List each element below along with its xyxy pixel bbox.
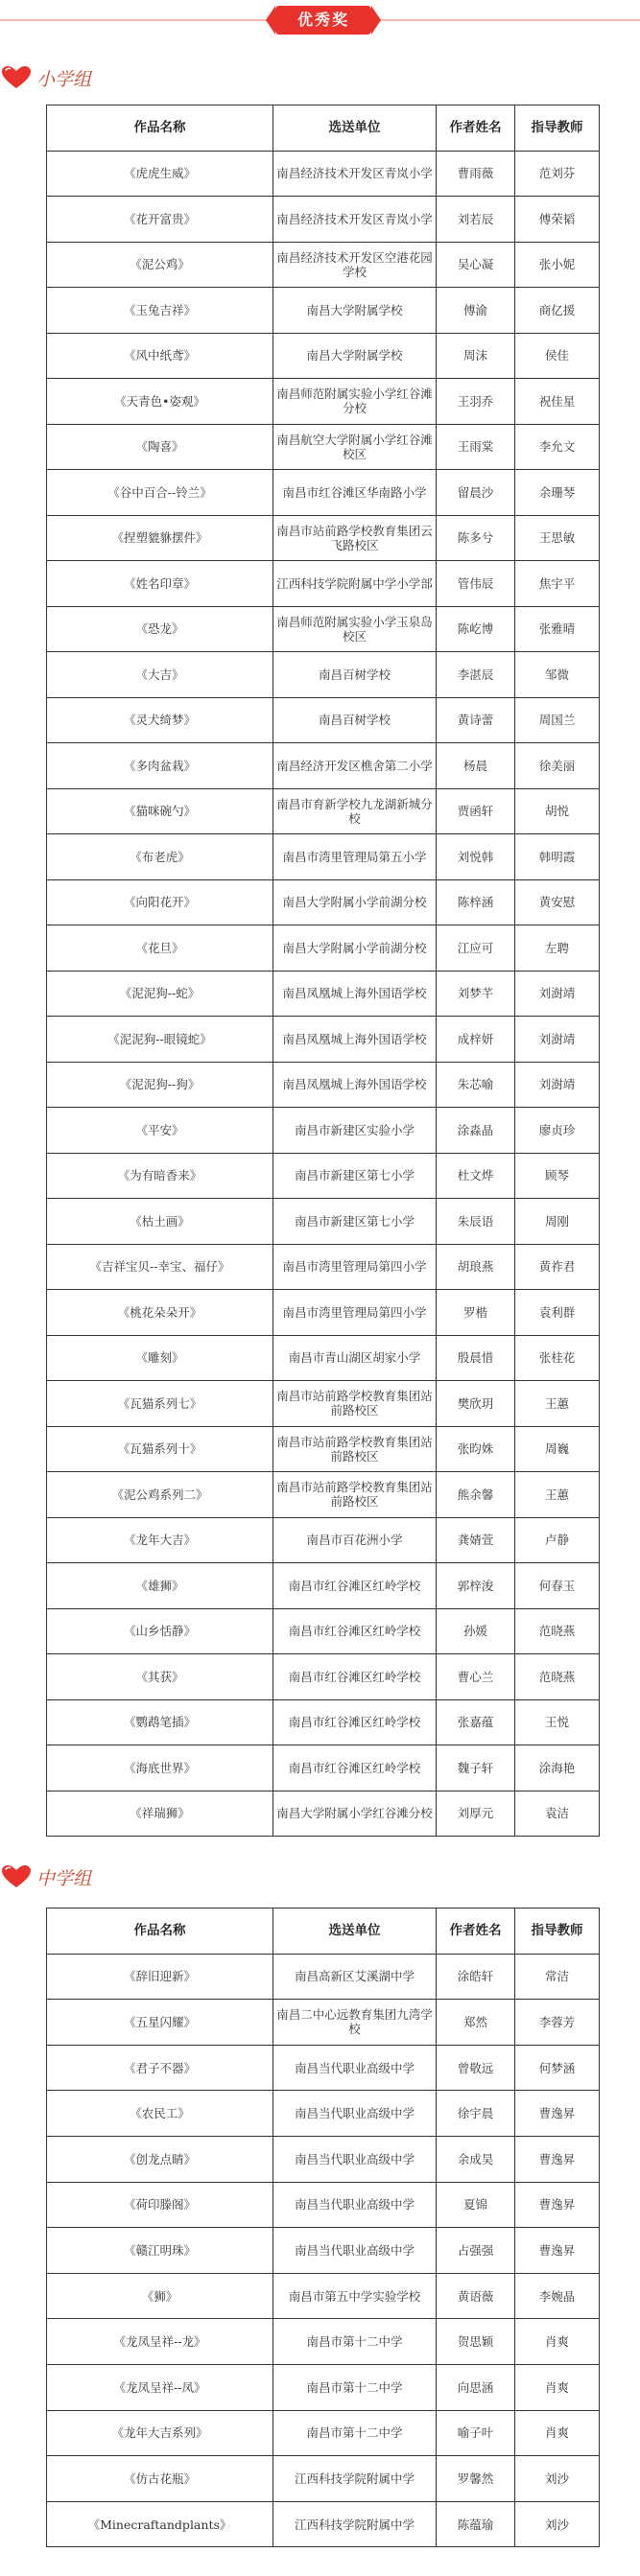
cell-author: 刘若辰 [437, 197, 515, 243]
cell-author: 贺思颖 [437, 2319, 515, 2365]
cell-teacher: 商亿援 [515, 288, 600, 334]
cell-school: 南昌大学附属小学前湖分校 [273, 879, 437, 925]
cell-teacher: 刘澍靖 [515, 1017, 600, 1063]
cell-author: 贾函轩 [437, 788, 515, 834]
cell-work-name: 《雄狮》 [47, 1563, 273, 1609]
cell-author: 徐宇晨 [437, 2091, 515, 2137]
cell-teacher: 傅荣韬 [515, 197, 600, 243]
header-author: 作者姓名 [437, 1909, 515, 1955]
middle-section-title: 中学组 [36, 1867, 92, 1889]
table-row [47, 1062, 600, 1108]
cell-school: 南昌师范附属实验小学红谷滩分校 [273, 379, 437, 425]
cell-teacher: 肖爽 [515, 2410, 600, 2456]
award-title: 优秀奖 [275, 6, 371, 35]
cell-work-name: 《桃花朵朵开》 [47, 1290, 273, 1336]
table-row [47, 333, 600, 379]
cell-school: 南昌市百花洲小学 [273, 1517, 437, 1563]
cell-author: 樊欣玥 [437, 1381, 515, 1427]
cell-author: 涂淼晶 [437, 1108, 515, 1154]
cell-work-name: 《山乡恬静》 [47, 1608, 273, 1654]
cell-school: 南昌市站前路学校教育集团站前路校区 [273, 1381, 437, 1427]
header-author: 作者姓名 [437, 105, 515, 152]
cell-author: 喻子叶 [437, 2410, 515, 2456]
cell-work-name: 《风中纸鸢》 [47, 333, 273, 379]
table-row [47, 1517, 600, 1563]
table-row [47, 2182, 600, 2228]
cell-school: 南昌航空大学附属小学红谷滩校区 [273, 424, 437, 470]
table-header-row [47, 1909, 600, 1955]
cell-teacher: 李婉晶 [515, 2273, 600, 2319]
cell-work-name: 《农民工》 [47, 2091, 273, 2137]
cell-author: 曹心兰 [437, 1654, 515, 1700]
table-row [47, 2136, 600, 2182]
table-row [47, 2319, 600, 2365]
heart-icon [0, 1863, 33, 1890]
cell-work-name: 《虎虎生威》 [47, 151, 273, 197]
cell-school: 南昌高新区艾溪湖中学 [273, 1954, 437, 2000]
header-work-name: 作品名称 [47, 105, 273, 152]
cell-teacher: 范晓燕 [515, 1654, 600, 1700]
table-row [47, 2000, 600, 2046]
cell-school: 南昌经济技术开发区青岚小学 [273, 197, 437, 243]
table-row [47, 151, 600, 197]
cell-author: 曹雨薇 [437, 151, 515, 197]
table-row [47, 697, 600, 743]
cell-teacher: 侯佳 [515, 333, 600, 379]
table-row [47, 379, 600, 425]
cell-work-name: 《龙凤呈祥--凤》 [47, 2364, 273, 2410]
cell-teacher: 何春玉 [515, 1563, 600, 1609]
cell-author: 黄语薇 [437, 2273, 515, 2319]
cell-school: 南昌师范附属实验小学玉泉岛校区 [273, 606, 437, 652]
cell-teacher: 刘澍靖 [515, 1062, 600, 1108]
cell-author: 周沫 [437, 333, 515, 379]
cell-work-name: 《姓名印章》 [47, 561, 273, 607]
cell-author: 留晨沙 [437, 470, 515, 516]
table-row [47, 1335, 600, 1381]
cell-teacher: 袁洁 [515, 1791, 600, 1837]
cell-school: 南昌大学附属学校 [273, 333, 437, 379]
cell-work-name: 《仿古花瓶》 [47, 2456, 273, 2502]
table-row [47, 515, 600, 561]
cell-work-name: 《五星闪耀》 [47, 2000, 273, 2046]
cell-teacher: 周刚 [515, 1199, 600, 1245]
cell-teacher: 何梦涵 [515, 2045, 600, 2091]
cell-author: 魏子轩 [437, 1745, 515, 1791]
table-row [47, 2228, 600, 2274]
cell-author: 杨晨 [437, 743, 515, 789]
cell-author: 孙媛 [437, 1608, 515, 1654]
cell-author: 刘悦韩 [437, 834, 515, 880]
cell-teacher: 焦宇平 [515, 561, 600, 607]
cell-teacher: 曹逸昇 [515, 2228, 600, 2274]
table-row [47, 1608, 600, 1654]
cell-work-name: 《捏塑貔貅摆件》 [47, 515, 273, 561]
cell-author: 陈梓涵 [437, 879, 515, 925]
table-row [47, 1426, 600, 1472]
table-row [47, 1472, 600, 1518]
table-row [47, 1153, 600, 1199]
table-row [47, 1745, 600, 1791]
cell-teacher: 王悦 [515, 1699, 600, 1745]
table-header-row [47, 105, 600, 152]
cell-teacher: 周国兰 [515, 697, 600, 743]
table-row [47, 197, 600, 243]
cell-school: 南昌大学附属学校 [273, 288, 437, 334]
cell-work-name: 《恐龙》 [47, 606, 273, 652]
table-row [47, 879, 600, 925]
cell-author: 朱辰语 [437, 1199, 515, 1245]
cell-work-name: 《陶喜》 [47, 424, 273, 470]
table-row [47, 2045, 600, 2091]
cell-teacher: 曹逸昇 [515, 2182, 600, 2228]
cell-school: 南昌市第十二中学 [273, 2364, 437, 2410]
cell-teacher: 左聘 [515, 925, 600, 972]
cell-teacher: 邹微 [515, 652, 600, 698]
cell-work-name: 《为有暗香来》 [47, 1153, 273, 1199]
cell-author: 殷晨惜 [437, 1335, 515, 1381]
cell-school: 南昌市第十二中学 [273, 2410, 437, 2456]
cell-teacher: 张小妮 [515, 242, 600, 288]
cell-teacher: 肖爽 [515, 2364, 600, 2410]
cell-school: 南昌市红谷滩区红岭学校 [273, 1654, 437, 1700]
cell-author: 罗馨然 [437, 2456, 515, 2502]
cell-work-name: 《谷中百合--铃兰》 [47, 470, 273, 516]
cell-author: 余成昊 [437, 2136, 515, 2182]
table-row [47, 1699, 600, 1745]
table-row [47, 2091, 600, 2137]
cell-school: 南昌经济技术开发区青岚小学 [273, 151, 437, 197]
table-row [47, 1563, 600, 1609]
table-row [47, 1108, 600, 1154]
cell-school: 南昌市湾里管理局第四小学 [273, 1290, 437, 1336]
table-row [47, 1654, 600, 1700]
cell-work-name: 《赣江明珠》 [47, 2228, 273, 2274]
cell-work-name: 《荷印滕阁》 [47, 2182, 273, 2228]
cell-work-name: 《鹦鹉笔插》 [47, 1699, 273, 1745]
cell-school: 南昌市湾里管理局第五小学 [273, 834, 437, 880]
table-row [47, 470, 600, 516]
middle-table-body [47, 1954, 600, 2547]
cell-school: 南昌市第五中学实验学校 [273, 2273, 437, 2319]
heart-icon [0, 64, 33, 91]
cell-author: 朱芯喻 [437, 1062, 515, 1108]
table-row [47, 652, 600, 698]
header-work-name: 作品名称 [47, 1909, 273, 1955]
cell-school: 南昌凤凰城上海外国语学校 [273, 1062, 437, 1108]
table-row [47, 1244, 600, 1290]
cell-work-name: 《吉祥宝贝--幸宝、福仔》 [47, 1244, 273, 1290]
cell-school: 南昌凤凰城上海外国语学校 [273, 971, 437, 1017]
cell-author: 王雨棠 [437, 424, 515, 470]
cell-school: 南昌当代职业高级中学 [273, 2136, 437, 2182]
table-row [47, 1954, 600, 2000]
cell-teacher: 张雅晴 [515, 606, 600, 652]
cell-school: 江西科技学院附属中学 [273, 2456, 437, 2502]
cell-author: 郑然 [437, 2000, 515, 2046]
cell-author: 涂皓轩 [437, 1954, 515, 2000]
middle-section-header [0, 1862, 91, 1891]
table-row [47, 925, 600, 972]
cell-school: 南昌市站前路学校教育集团站前路校区 [273, 1426, 437, 1472]
table-row [47, 1199, 600, 1245]
table-row [47, 606, 600, 652]
cell-school: 南昌市湾里管理局第四小学 [273, 1244, 437, 1290]
cell-teacher: 张桂花 [515, 1335, 600, 1381]
cell-author: 占强强 [437, 2228, 515, 2274]
cell-author: 向思涵 [437, 2364, 515, 2410]
table-row [47, 1381, 600, 1427]
cell-work-name: 《泥泥狗--狗》 [47, 1062, 273, 1108]
header-school: 选送单位 [273, 1909, 437, 1955]
cell-author: 龚婧萱 [437, 1517, 515, 1563]
cell-teacher: 涂海艳 [515, 1745, 600, 1791]
cell-work-name: 《祥瑞狮》 [47, 1791, 273, 1837]
cell-teacher: 李蓉芳 [515, 2000, 600, 2046]
table-row [47, 2501, 600, 2547]
table-row [47, 1791, 600, 1837]
cell-work-name: 《龙年大吉系列》 [47, 2410, 273, 2456]
cell-work-name: 《狮》 [47, 2273, 273, 2319]
cell-work-name: 《花旦》 [47, 925, 273, 972]
cell-school: 南昌经济开发区樵舍第二小学 [273, 743, 437, 789]
cell-work-name: 《龙年大吉》 [47, 1517, 273, 1563]
cell-teacher: 范晓燕 [515, 1608, 600, 1654]
table-row [47, 288, 600, 334]
cell-work-name: 《玉兔吉祥》 [47, 288, 273, 334]
primary-section-title: 小学组 [36, 68, 92, 90]
cell-work-name: 《Minecraftandplants》 [47, 2501, 273, 2547]
cell-school: 南昌凤凰城上海外国语学校 [273, 1017, 437, 1063]
table-row [47, 971, 600, 1017]
cell-author: 郭梓浚 [437, 1563, 515, 1609]
table-row [47, 2456, 600, 2502]
cell-work-name: 《创龙点睛》 [47, 2136, 273, 2182]
cell-teacher: 肖爽 [515, 2319, 600, 2365]
cell-school: 南昌市红谷滩区红岭学校 [273, 1563, 437, 1609]
cell-work-name: 《海底世界》 [47, 1745, 273, 1791]
cell-author: 王羽乔 [437, 379, 515, 425]
cell-school: 南昌市青山湖区胡家小学 [273, 1335, 437, 1381]
table-row [47, 788, 600, 834]
cell-school: 南昌市站前路学校教育集团站前路校区 [273, 1472, 437, 1518]
cell-work-name: 《花开富贵》 [47, 197, 273, 243]
cell-school: 南昌百树学校 [273, 652, 437, 698]
cell-school: 南昌市红谷滩区红岭学校 [273, 1699, 437, 1745]
cell-author: 熊余馨 [437, 1472, 515, 1518]
cell-work-name: 《向阳花开》 [47, 879, 273, 925]
cell-author: 黄诗蕾 [437, 697, 515, 743]
table-row [47, 743, 600, 789]
award-banner [0, 0, 640, 40]
cell-school: 南昌市新建区第七小学 [273, 1199, 437, 1245]
primary-section-header [0, 63, 91, 92]
cell-work-name: 《泥公鸡系列二》 [47, 1472, 273, 1518]
primary-awards-table [46, 105, 600, 1837]
header-teacher: 指导教师 [515, 105, 600, 152]
cell-author: 陈蕴瑜 [437, 2501, 515, 2547]
cell-author: 夏锦 [437, 2182, 515, 2228]
primary-table-body [47, 151, 600, 1837]
cell-school: 江西科技学院附属中学小学部 [273, 561, 437, 607]
cell-school: 南昌市红谷滩区红岭学校 [273, 1608, 437, 1654]
header-teacher: 指导教师 [515, 1909, 600, 1955]
cell-author: 管伟辰 [437, 561, 515, 607]
cell-teacher: 卢静 [515, 1517, 600, 1563]
cell-school: 南昌当代职业高级中学 [273, 2091, 437, 2137]
cell-work-name: 《平安》 [47, 1108, 273, 1154]
cell-school: 南昌当代职业高级中学 [273, 2228, 437, 2274]
cell-author: 陈屹博 [437, 606, 515, 652]
cell-work-name: 《天青色•姿观》 [47, 379, 273, 425]
cell-work-name: 《君子不器》 [47, 2045, 273, 2091]
cell-author: 胡琅燕 [437, 1244, 515, 1290]
cell-work-name: 《泥泥狗--蛇》 [47, 971, 273, 1017]
cell-author: 刘梦芊 [437, 971, 515, 1017]
cell-author: 吴心凝 [437, 242, 515, 288]
cell-work-name: 《辞旧迎新》 [47, 1954, 273, 2000]
cell-school: 南昌经济技术开发区空港花园学校 [273, 242, 437, 288]
cell-author: 李湛辰 [437, 652, 515, 698]
cell-school: 南昌市第十二中学 [273, 2319, 437, 2365]
cell-school: 南昌百树学校 [273, 697, 437, 743]
cell-work-name: 《泥公鸡》 [47, 242, 273, 288]
cell-school: 南昌当代职业高级中学 [273, 2045, 437, 2091]
cell-teacher: 廖贞珍 [515, 1108, 600, 1154]
cell-work-name: 《灵犬绮梦》 [47, 697, 273, 743]
cell-teacher: 余珊琴 [515, 470, 600, 516]
cell-teacher: 曹逸昇 [515, 2091, 600, 2137]
cell-teacher: 徐美丽 [515, 743, 600, 789]
cell-school: 南昌当代职业高级中学 [273, 2182, 437, 2228]
cell-teacher: 周巍 [515, 1426, 600, 1472]
cell-work-name: 《瓦猫系列七》 [47, 1381, 273, 1427]
cell-work-name: 《枯土画》 [47, 1199, 273, 1245]
cell-teacher: 胡悦 [515, 788, 600, 834]
cell-teacher: 刘澍靖 [515, 971, 600, 1017]
cell-teacher: 刘沙 [515, 2501, 600, 2547]
table-row [47, 2364, 600, 2410]
middle-awards-table [46, 1908, 600, 2547]
cell-author: 张嘉蕴 [437, 1699, 515, 1745]
cell-teacher: 李允文 [515, 424, 600, 470]
cell-school: 南昌市红谷滩区红岭学校 [273, 1745, 437, 1791]
cell-school: 南昌大学附属小学前湖分校 [273, 925, 437, 972]
cell-teacher: 刘沙 [515, 2456, 600, 2502]
cell-teacher: 黄祚君 [515, 1244, 600, 1290]
cell-work-name: 《猫咪碗勺》 [47, 788, 273, 834]
cell-teacher: 顾琴 [515, 1153, 600, 1199]
cell-author: 陈多兮 [437, 515, 515, 561]
cell-author: 刘厚元 [437, 1791, 515, 1837]
cell-author: 曾敬远 [437, 2045, 515, 2091]
cell-author: 江应可 [437, 925, 515, 972]
cell-work-name: 《多肉盆栽》 [47, 743, 273, 789]
cell-school: 南昌大学附属小学红谷滩分校 [273, 1791, 437, 1837]
cell-teacher: 王蕙 [515, 1381, 600, 1427]
table-row [47, 242, 600, 288]
cell-school: 南昌市红谷滩区华南路小学 [273, 470, 437, 516]
cell-author: 成梓妍 [437, 1017, 515, 1063]
cell-school: 南昌市新建区实验小学 [273, 1108, 437, 1154]
cell-teacher: 常洁 [515, 1954, 600, 2000]
cell-work-name: 《布老虎》 [47, 834, 273, 880]
cell-work-name: 《瓦猫系列十》 [47, 1426, 273, 1472]
cell-work-name: 《龙凤呈祥--龙》 [47, 2319, 273, 2365]
cell-teacher: 王思敏 [515, 515, 600, 561]
cell-author: 罗楷 [437, 1290, 515, 1336]
cell-teacher: 范刘芬 [515, 151, 600, 197]
cell-school: 南昌市站前路学校教育集团云飞路校区 [273, 515, 437, 561]
cell-work-name: 《泥泥狗--眼镜蛇》 [47, 1017, 273, 1063]
table-row [47, 2410, 600, 2456]
cell-work-name: 《雕刻》 [47, 1335, 273, 1381]
cell-teacher: 王蕙 [515, 1472, 600, 1518]
cell-work-name: 《其获》 [47, 1654, 273, 1700]
header-school: 选送单位 [273, 105, 437, 152]
cell-teacher: 黄安慰 [515, 879, 600, 925]
cell-school: 南昌市新建区第七小学 [273, 1153, 437, 1199]
cell-school: 南昌市育新学校九龙湖新城分校 [273, 788, 437, 834]
table-row [47, 834, 600, 880]
table-row [47, 424, 600, 470]
cell-teacher: 祝佳星 [515, 379, 600, 425]
cell-teacher: 袁利群 [515, 1290, 600, 1336]
cell-author: 张昀姝 [437, 1426, 515, 1472]
cell-teacher: 韩明霞 [515, 834, 600, 880]
table-row [47, 1290, 600, 1336]
table-row [47, 561, 600, 607]
cell-school: 南昌二中心远教育集团九湾学校 [273, 2000, 437, 2046]
cell-author: 傅渝 [437, 288, 515, 334]
cell-author: 杜文烨 [437, 1153, 515, 1199]
cell-teacher: 曹逸昇 [515, 2136, 600, 2182]
table-row [47, 1017, 600, 1063]
cell-work-name: 《大吉》 [47, 652, 273, 698]
cell-school: 江西科技学院附属中学 [273, 2501, 437, 2547]
table-row [47, 2273, 600, 2319]
